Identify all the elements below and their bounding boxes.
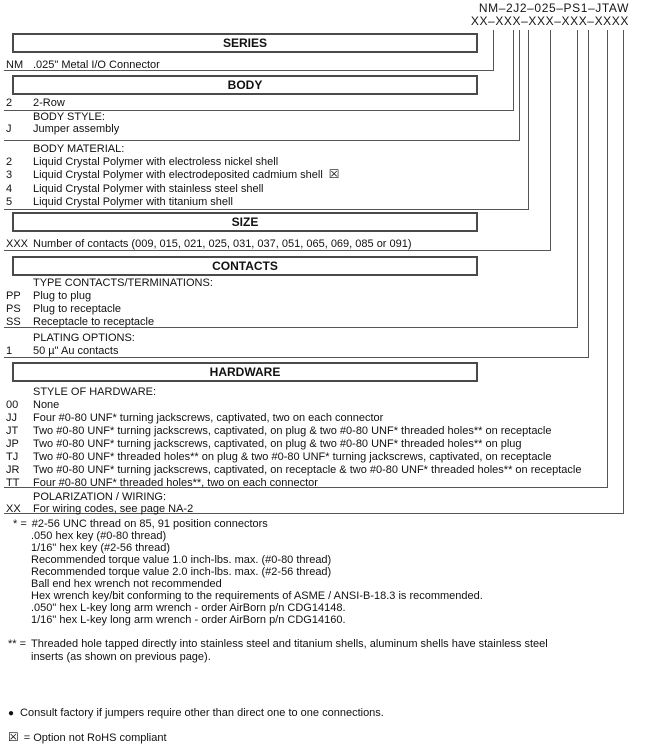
- option-row-material-3: [6, 169, 340, 182]
- option-code: PS: [6, 303, 21, 315]
- option-desc: Plug to plug: [33, 290, 92, 302]
- option-desc: Liquid Crystal Polymer with titanium shell: [33, 196, 233, 208]
- option-code: 3: [6, 169, 13, 181]
- consult-factory-text: Consult factory if jumpers require other than direct one to one connections.: [20, 707, 384, 719]
- option-desc: 2-Row: [33, 97, 65, 109]
- option-row-material-2: [6, 156, 278, 169]
- option-code: 5: [6, 196, 13, 208]
- option-code: XX: [6, 503, 21, 515]
- not-rohs-icon: ☒: [8, 730, 19, 744]
- option-code: 00: [6, 399, 19, 411]
- contacts-section-header: CONTACTS: [12, 256, 478, 276]
- option-code: JT: [6, 425, 19, 437]
- option-desc: Jumper assembly: [33, 123, 120, 135]
- footnote-star-line: Hex wrench key/bit conforming to the requirements of ASME / ANSI-B-18.3 is recommended.: [31, 590, 483, 602]
- rohs-legend: [8, 732, 167, 745]
- option-code: NM: [6, 59, 24, 71]
- footnote-doublestar-marker: ** =: [8, 638, 27, 650]
- option-desc: Two #0-80 UNF* turning jackscrews, captivated, on receptacle & two #0-80 UNF* threaded holes** on receptacle: [33, 464, 582, 476]
- footnote-star-line: .050" hex L-key long arm wrench - order AirBorn p/n CDG14148.: [31, 602, 346, 614]
- polarization-subheader: POLARIZATION / WIRING:: [33, 491, 167, 503]
- option-row-tj: [6, 451, 552, 464]
- option-desc: Liquid Crystal Polymer with stainless steel shell: [33, 183, 264, 195]
- option-desc: Number of contacts (009, 015, 021, 025, 031, 037, 051, 065, 069, 085 or 091): [33, 238, 412, 250]
- footnote-doublestar: [8, 638, 548, 651]
- series-section-header: SERIES: [12, 33, 478, 53]
- option-code: TT: [6, 477, 20, 489]
- option-row-material-4: [6, 183, 263, 196]
- consult-factory-note: [8, 707, 384, 720]
- option-code: 1: [6, 345, 13, 357]
- option-row-plating-1: [6, 345, 118, 358]
- option-code: SS: [6, 316, 21, 328]
- option-desc: Liquid Crystal Polymer with electrodeposited cadmium shell: [33, 169, 323, 181]
- hardware-style-subheader: STYLE OF HARDWARE:: [33, 386, 157, 398]
- option-code: PP: [6, 290, 21, 302]
- footnote-star-marker: * =: [13, 518, 27, 530]
- option-code: TJ: [6, 451, 19, 463]
- option-row-tt: [6, 477, 318, 490]
- option-desc: Receptacle to receptacle: [33, 316, 155, 328]
- option-row-jt: [6, 425, 552, 438]
- plating-subheader: PLATING OPTIONS:: [33, 332, 135, 344]
- option-desc: Liquid Crystal Polymer with electroless nickel shell: [33, 156, 279, 168]
- option-row-nm: [6, 59, 160, 72]
- option-row-ss: [6, 316, 154, 329]
- footnote-star-line: Ball end hex wrench not recommended: [31, 578, 222, 590]
- body-material-subheader: BODY MATERIAL:: [33, 143, 125, 155]
- option-row-xxx-size: [6, 238, 412, 251]
- option-desc: 50 µ" Au contacts: [33, 345, 119, 357]
- option-desc: Two #0-80 UNF* turning jackscrews, captivated, on plug & two #0-80 UNF* threaded holes** on receptacle: [33, 425, 552, 437]
- footnote-star-line: Recommended torque value 2.0 inch-lbs. max. (#2-56 thread): [31, 566, 332, 578]
- option-desc: .025" Metal I/O Connector: [33, 59, 160, 71]
- option-code: J: [6, 123, 12, 135]
- rohs-legend-text: = Option not RoHS compliant: [23, 732, 167, 744]
- option-row-material-5: [6, 196, 233, 209]
- option-code: JP: [6, 438, 19, 450]
- hardware-section-header: HARDWARE: [12, 362, 478, 382]
- option-code: XXX: [6, 238, 29, 250]
- footnote-doublestar-continuation: inserts (as shown on previous page).: [31, 651, 211, 663]
- option-row-jp: [6, 438, 522, 451]
- footnote-star-line: .050 hex key (#0-80 thread): [31, 530, 167, 542]
- footnote-doublestar-text: Threaded hole tapped directly into stainless steel and titanium shells, aluminum shells have stainless steel: [31, 638, 548, 650]
- option-code: JJ: [6, 412, 17, 424]
- option-code: JR: [6, 464, 20, 476]
- option-desc: Plug to receptacle: [33, 303, 122, 315]
- option-desc: Two #0-80 UNF* threaded holes** on plug & two #0-80 UNF* turning jackscrews, captivated, on receptacle: [33, 451, 552, 463]
- part-number-mask: XX–XXX–XXX–XXX–XXXX: [470, 14, 629, 28]
- body-style-subheader: BODY STYLE:: [33, 111, 105, 123]
- option-desc: Two #0-80 UNF* turning jackscrews, captivated, on plug & two #0-80 UNF* threaded holes** on plug: [33, 438, 522, 450]
- not-rohs-icon: ☒: [328, 167, 340, 181]
- footnote-star-text: #2-56 UNC thread on 85, 91 position connectors: [31, 518, 268, 530]
- footnote-star-line: Recommended torque value 1.0 inch-lbs. max. (#0-80 thread): [31, 554, 332, 566]
- option-desc: Four #0-80 UNF* turning jackscrews, captivated, two on each connector: [33, 412, 384, 424]
- contact-type-subheader: TYPE CONTACTS/TERMINATIONS:: [33, 277, 213, 289]
- option-desc: Four #0-80 UNF* threaded holes**, two on each connector: [33, 477, 318, 489]
- option-row-00: [6, 399, 59, 412]
- option-row-pp: [6, 290, 91, 303]
- option-row-jj: [6, 412, 383, 425]
- option-code: 4: [6, 183, 13, 195]
- option-desc: None: [33, 399, 60, 411]
- option-row-2row: [6, 97, 65, 110]
- part-number-example: NM–2J2–025–PS1–JTAW: [478, 1, 629, 15]
- option-desc: For wiring codes, see page NA-2: [33, 503, 194, 515]
- option-row-xx-wiring: [6, 503, 193, 516]
- size-section-header: SIZE: [12, 212, 478, 232]
- option-code: 2: [6, 156, 13, 168]
- option-row-jr: [6, 464, 581, 477]
- bullet-icon: ●: [8, 708, 15, 719]
- body-section-header: BODY: [12, 75, 478, 95]
- footnote-star-line: 1/16" hex L-key long arm wrench - order AirBorn p/n CDG14160.: [31, 614, 346, 626]
- option-row-ps: [6, 303, 121, 316]
- footnote-star-line: 1/16" hex key (#2-56 thread): [31, 542, 171, 554]
- option-code: 2: [6, 97, 13, 109]
- option-row-j: [6, 123, 119, 136]
